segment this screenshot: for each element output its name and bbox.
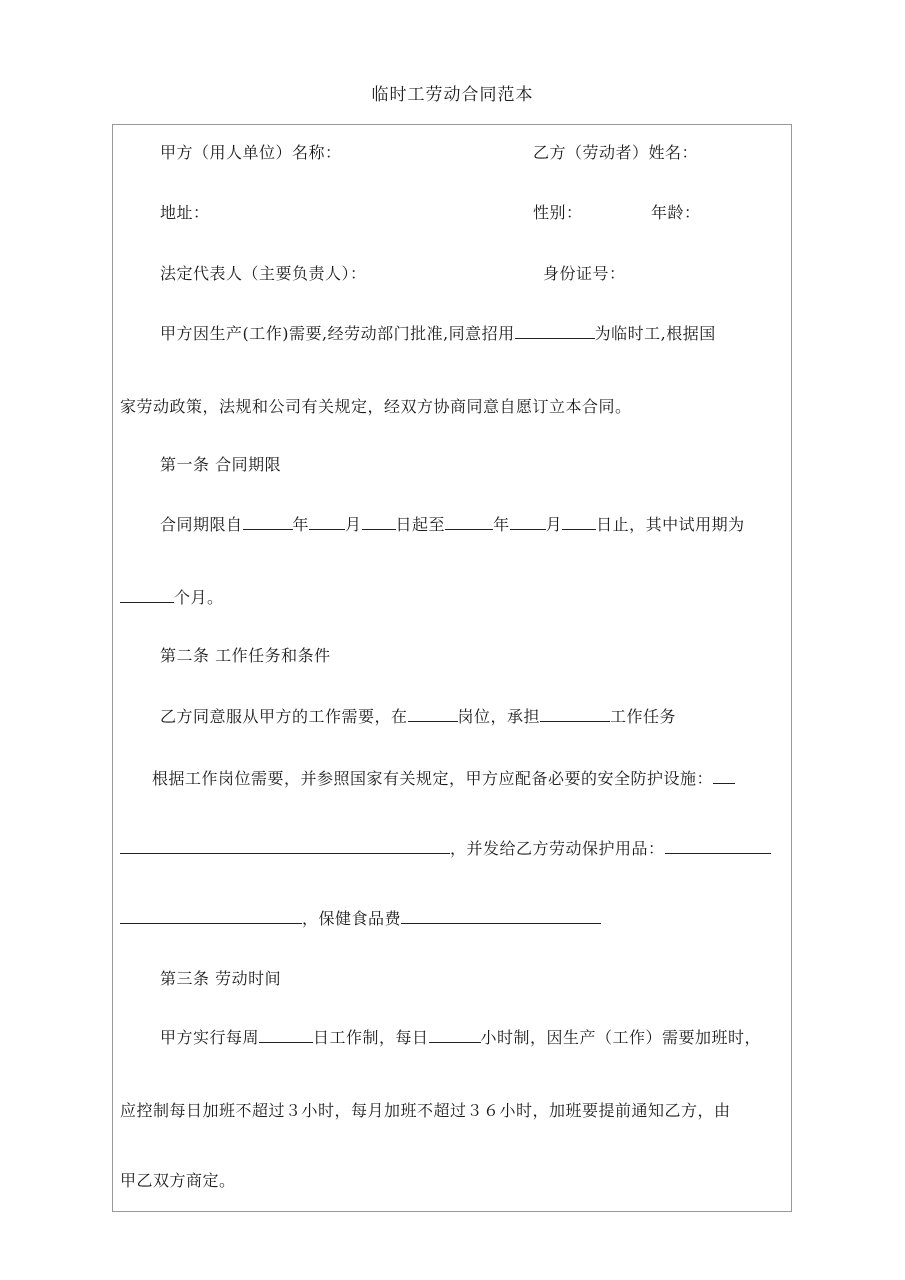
address-label: 地址： xyxy=(160,203,210,222)
article-2-heading: 第二条 工作任务和条件 xyxy=(160,646,331,665)
protective-gear-blank-a xyxy=(665,838,771,854)
hours-per-day-blank xyxy=(429,1027,481,1043)
a2-t2: 岗位，承担 xyxy=(457,707,541,726)
party-a-name-label: 甲方（用人单位）名称： xyxy=(160,143,342,162)
article-3-line-2: 应控制每日加班不超过３小时，每月加班不超过３６小时，加班要提前通知乙方，由 xyxy=(120,1101,731,1120)
a3-t3: 小时制，因生产（工作）需要加班时， xyxy=(480,1028,762,1047)
a1-t3: 月 xyxy=(345,515,362,534)
intro-line-2: 家劳动政策，法规和公司有关规定，经双方协商同意自愿订立本合同。 xyxy=(120,397,632,416)
task-blank xyxy=(540,706,610,722)
a1-t6: 月 xyxy=(545,515,563,534)
a1-t1: 合同期限自 xyxy=(160,515,243,534)
a1-t5: 年 xyxy=(493,515,510,534)
probation-months-blank xyxy=(120,587,174,603)
safety-facilities-blank-b xyxy=(120,838,450,854)
end-year-blank xyxy=(445,514,493,530)
article-3-heading: 第三条 劳动时间 xyxy=(160,969,282,988)
start-month-blank xyxy=(309,514,345,530)
a2-t1: 乙方同意服从甲方的工作需要，在 xyxy=(160,707,408,726)
party-b-name-label: 乙方（劳动者）姓名： xyxy=(533,143,699,162)
start-day-blank xyxy=(362,514,396,530)
health-food-fee-blank xyxy=(401,908,601,924)
a3-t1: 甲方实行每周 xyxy=(160,1028,260,1047)
intro-text-b: 为临时工,根据国 xyxy=(594,324,716,343)
a2-t3: 工作任务 xyxy=(610,707,677,726)
a2-t6: ，保健食品费 xyxy=(302,909,402,928)
safety-facilities-blank-a xyxy=(713,768,735,784)
article-3-line-3: 甲乙双方商定。 xyxy=(120,1171,236,1190)
article-3-line-1 xyxy=(160,1027,761,1049)
a1-t4: 日起至 xyxy=(395,515,446,534)
a3-t2: 日工作制，每日 xyxy=(313,1028,429,1047)
article-2-line-1 xyxy=(160,706,676,728)
intro-text-a: 甲方因生产(工作)需要,经劳动部门批准,同意招用 xyxy=(160,324,515,343)
article-2-line-4 xyxy=(120,908,601,930)
document-title: 临时工劳动合同范本 xyxy=(371,85,534,105)
legal-rep-label: 法定代表人（主要负责人）： xyxy=(160,264,367,283)
end-month-blank xyxy=(510,514,546,530)
article-2-line-3 xyxy=(120,838,771,860)
protective-gear-blank-b xyxy=(120,908,302,924)
position-blank xyxy=(408,706,458,722)
intro-line-1 xyxy=(160,323,716,345)
a2-t4: 根据工作岗位需要，并参照国家有关规定，甲方应配备必要的安全防护设施： xyxy=(152,769,714,788)
a1-t7: 日止，其中试用期为 xyxy=(596,515,745,534)
article-1-line-2 xyxy=(120,587,224,609)
days-per-week-blank xyxy=(259,1027,313,1043)
a2-t5: ，并发给乙方劳动保护用品： xyxy=(450,839,665,858)
temp-worker-blank xyxy=(515,323,595,339)
start-year-blank xyxy=(243,514,293,530)
age-label: 年龄： xyxy=(651,203,701,222)
article-1-heading: 第一条 合同期限 xyxy=(160,455,282,474)
article-1-line-1 xyxy=(160,514,745,536)
a1-t2: 年 xyxy=(292,515,310,534)
article-2-line-2 xyxy=(152,768,735,790)
a1-t8: 个月。 xyxy=(174,588,224,607)
id-number-label: 身份证号： xyxy=(543,264,626,283)
end-day-blank xyxy=(562,514,596,530)
gender-label: 性别： xyxy=(533,203,583,222)
